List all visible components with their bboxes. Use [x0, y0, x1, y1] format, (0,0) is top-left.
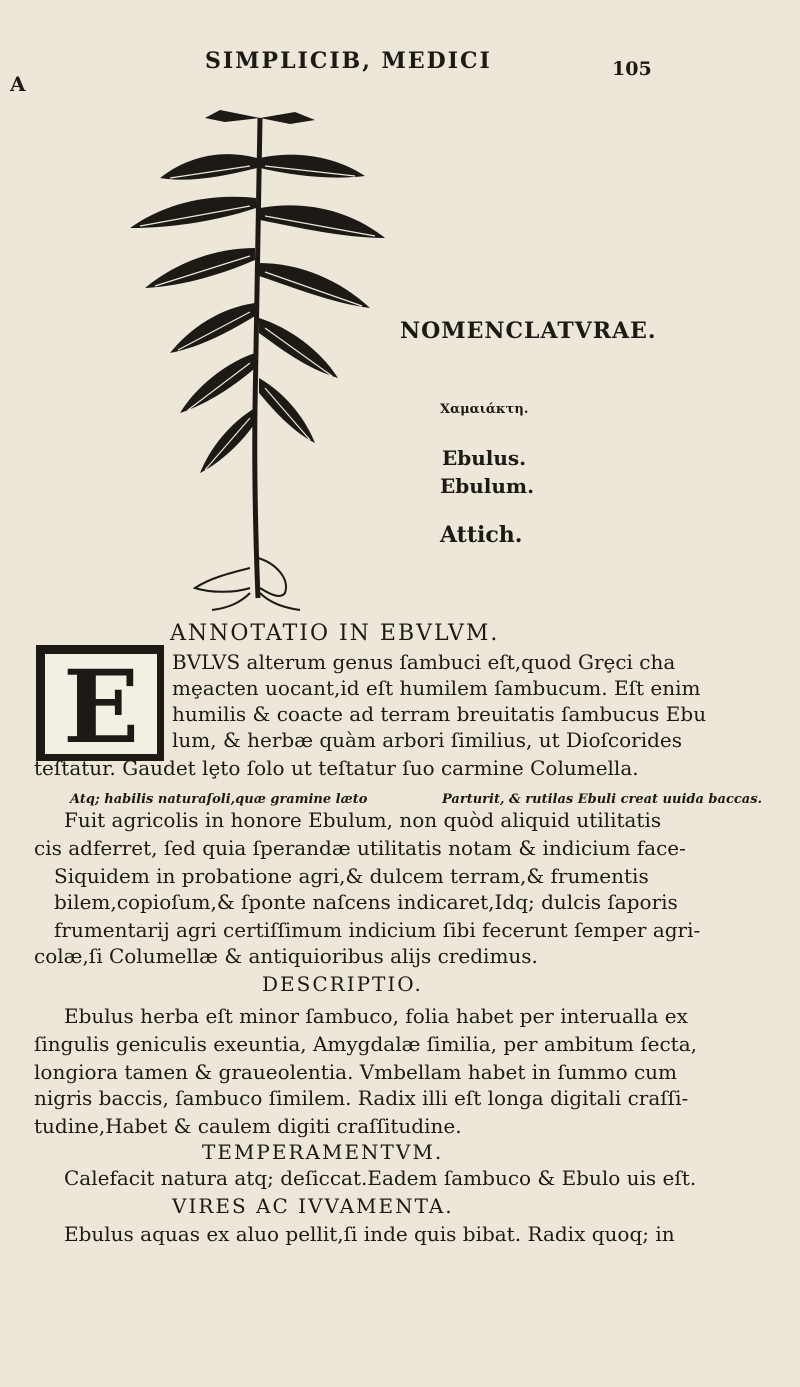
temperamentum-heading: TEMPERAMENTVM. — [202, 1140, 444, 1164]
annotation-heading: ANNOTATIO IN EBVLVM. — [170, 621, 500, 646]
annotation-line: humilis & coacte ad terram breuitatis ſambucus Ebu — [172, 702, 707, 726]
annotation-line: bilem,copioſum,& ſponte naſcens indicaret,Idq; dulcis ſaporis — [54, 890, 678, 914]
greek-name: Χαμαιάκτη. — [440, 402, 529, 417]
page-number: 105 — [612, 58, 652, 80]
ebulus-woodcut-illustration — [100, 88, 410, 618]
nomenclature-title: NOMENCLATVRAE. — [400, 318, 657, 344]
german-name: Attich. — [440, 522, 523, 548]
vires-heading: VIRES AC IVVAMENTA. — [172, 1194, 454, 1218]
latin-name-1: Ebulus. — [442, 446, 527, 470]
annotation-line: teſtatur. Gaudet lȩto ſolo ut teſtatur ſuo carmine Columella. — [34, 756, 639, 780]
descriptio-line: Ebulus herba eſt minor ſambuco, folia habet per interualla ex — [64, 1004, 688, 1028]
annotation-line: cis adferret, ſed quia ſperandæ utilitatis notam & indicium face- — [34, 836, 686, 860]
decorated-initial — [36, 645, 164, 766]
annotation-line: colæ,ſi Columellæ & antiquioribus alijs credimus. — [34, 944, 538, 968]
annotation-line: Siquidem in probatione agri,& dulcem terram,& frumentis — [54, 864, 649, 888]
descriptio-line: longiora tamen & graueolentia. Vmbellam habet in ſummo cum — [34, 1060, 678, 1084]
temperamentum-line: Calefacit natura atq; deſiccat.Eadem ſambuco & Ebulo uis eſt. — [64, 1166, 697, 1190]
descriptio-heading: DESCRIPTIO. — [262, 972, 423, 996]
latin-name-2: Ebulum. — [440, 474, 535, 498]
annotation-line: frumentarij agri certiſſimum indicium ſibi fecerunt ſemper agri- — [54, 918, 701, 942]
verse-quote-left: Atq; habilis naturaſoli,quæ gramine læto — [70, 792, 368, 807]
annotation-line: mȩacten uocant,id eſt humilem ſambucum. Eſt enim — [172, 676, 701, 700]
annotation-line: Fuit agricolis in honore Ebulum, non quòd aliquid utilitatis — [64, 808, 662, 832]
running-head: SIMPLICIB, MEDICI — [205, 48, 492, 74]
annotation-line: BVLVS alterum genus ſambuci eſt,quod Grȩci cha — [172, 650, 676, 674]
annotation-line: lum, & herbæ quàm arbori ſimilius, ut Dioſcorides — [172, 728, 682, 752]
descriptio-line: tudine,Habet & caulem digiti craſſitudine. — [34, 1114, 462, 1138]
descriptio-line: ſingulis geniculis exeuntia, Amygdalæ ſimilia, per ambitum ſecta, — [34, 1032, 697, 1056]
verse-quote-right: Parturit, & rutilas Ebuli creat uuida baccas. — [442, 792, 763, 807]
vires-line: Ebulus aquas ex aluo pellit,ſi inde quis bibat. Radix quoq; in — [64, 1222, 675, 1246]
initial-letter: E — [63, 648, 140, 766]
margin-letter: A — [10, 72, 26, 96]
descriptio-line: nigris baccis, ſambuco ſimilem. Radix illi eſt longa digitali craſſi- — [34, 1086, 689, 1110]
